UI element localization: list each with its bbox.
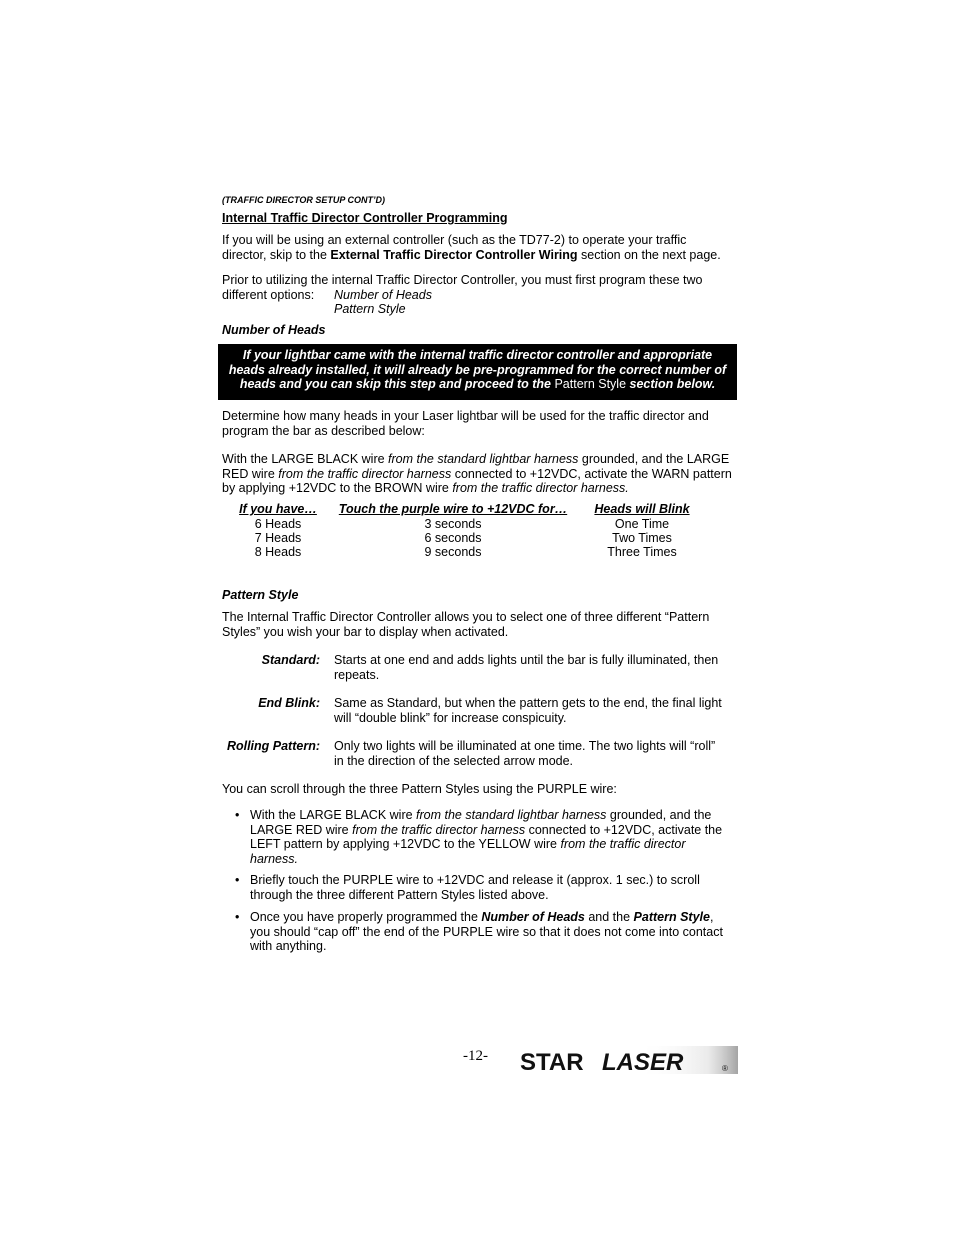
option-pattern-style: Pattern Style: [334, 302, 406, 316]
table-header-blink: Heads will Blink: [594, 502, 690, 516]
table-header-touch: Touch the purple wire to +12VDC for…: [338, 502, 568, 516]
page-number: -12-: [463, 1048, 488, 1064]
table-header-have: If you have…: [239, 502, 317, 516]
number-of-heads-heading: Number of Heads: [222, 323, 326, 337]
pattern-desc-standard: Starts at one end and adds lights until the bar is fully illuminated, then repeats.: [334, 653, 719, 682]
preprogrammed-notice: If your lightbar came with the internal traffic director controller and appropriate heads already installed, it will already be pre-programmed for the correct number of heads and you can skip this step and proceed to the Pattern Style section below.: [218, 344, 737, 400]
table-cell: 9 seconds: [424, 545, 482, 559]
external-wiring-ref: External Traffic Director Controller Wiring: [330, 247, 578, 262]
table-cell: 6 Heads: [254, 517, 302, 531]
svg-text:LASER: LASER: [602, 1049, 684, 1076]
pattern-term-end-blink: End Blink:: [258, 696, 320, 710]
pattern-term-rolling: Rolling Pattern:: [226, 739, 320, 753]
pattern-desc-end-blink: Same as Standard, but when the pattern gets to the end, the final light will “double blink” for increase conspicuity.: [334, 696, 722, 725]
table-cell: Two Times: [612, 531, 672, 545]
pattern-intro: The Internal Traffic Director Controller allows you to select one of three different “Pattern Styles” you wish your bar to display when activated.: [222, 610, 710, 639]
table-cell: Three Times: [607, 545, 677, 559]
pattern-desc-rolling: Only two lights will be illuminated at one time. The two lights will “roll” in the direction of the selected arrow mode.: [334, 739, 716, 768]
table-cell: 6 seconds: [424, 531, 482, 545]
table-cell: 3 seconds: [424, 517, 482, 531]
table-cell: One Time: [614, 517, 670, 531]
pattern-term-standard: Standard:: [261, 653, 320, 667]
option-number-of-heads: Number of Heads: [334, 287, 432, 302]
intro-paragraph: If you will be using an external controller (such as the TD77-2) to operate your traffic director, skip to the External Traffic Director Controller Wiring section on the next page.: [222, 233, 721, 262]
list-item: • With the LARGE BLACK wire from the standard lightbar harness grounded, and the LARGE RED wire from the traffic director harness connected to +12VDC, activate the LEFT pattern by applying +12VDC to the YELLOW wire from the traffic director harness.: [250, 808, 726, 866]
table-cell: 8 Heads: [254, 545, 302, 559]
svg-text:®: ®: [722, 1064, 728, 1073]
list-item: • Briefly touch the PURPLE wire to +12VDC and release it (approx. 1 sec.) to scroll through the three different Pattern Styles listed above.: [250, 873, 726, 902]
section-tag: (TRAFFIC DIRECTOR SETUP CONT’D): [222, 195, 385, 205]
table-cell: 7 Heads: [254, 531, 302, 545]
list-item: • Once you have properly programmed the Number of Heads and the Pattern Style, you should “cap off” the end of the PURPLE wire so that it does not come into contact with anything.: [250, 910, 726, 954]
page-heading: Internal Traffic Director Controller Programming: [222, 211, 508, 225]
warn-paragraph: With the LARGE BLACK wire from the standard lightbar harness grounded, and the LARGE RED wire from the traffic director harness connected to +12VDC, activate the WARN pattern by applying +12VDC to the BROWN wire from the traffic director harness.: [222, 452, 732, 495]
pattern-style-heading: Pattern Style: [222, 588, 299, 602]
starlaser-logo: [518, 1044, 738, 1076]
prior-paragraph: Prior to utilizing the internal Traffic Director Controller, you must first program these two different options: Number of Heads Pattern Style: [222, 273, 703, 316]
svg-text:STAR: STAR: [520, 1049, 584, 1076]
determine-paragraph: Determine how many heads in your Laser lightbar will be used for the traffic director and program the bar as described below:: [222, 409, 709, 438]
scroll-intro: You can scroll through the three Pattern Styles using the PURPLE wire:: [222, 782, 617, 796]
options-label: different options:: [222, 287, 315, 302]
